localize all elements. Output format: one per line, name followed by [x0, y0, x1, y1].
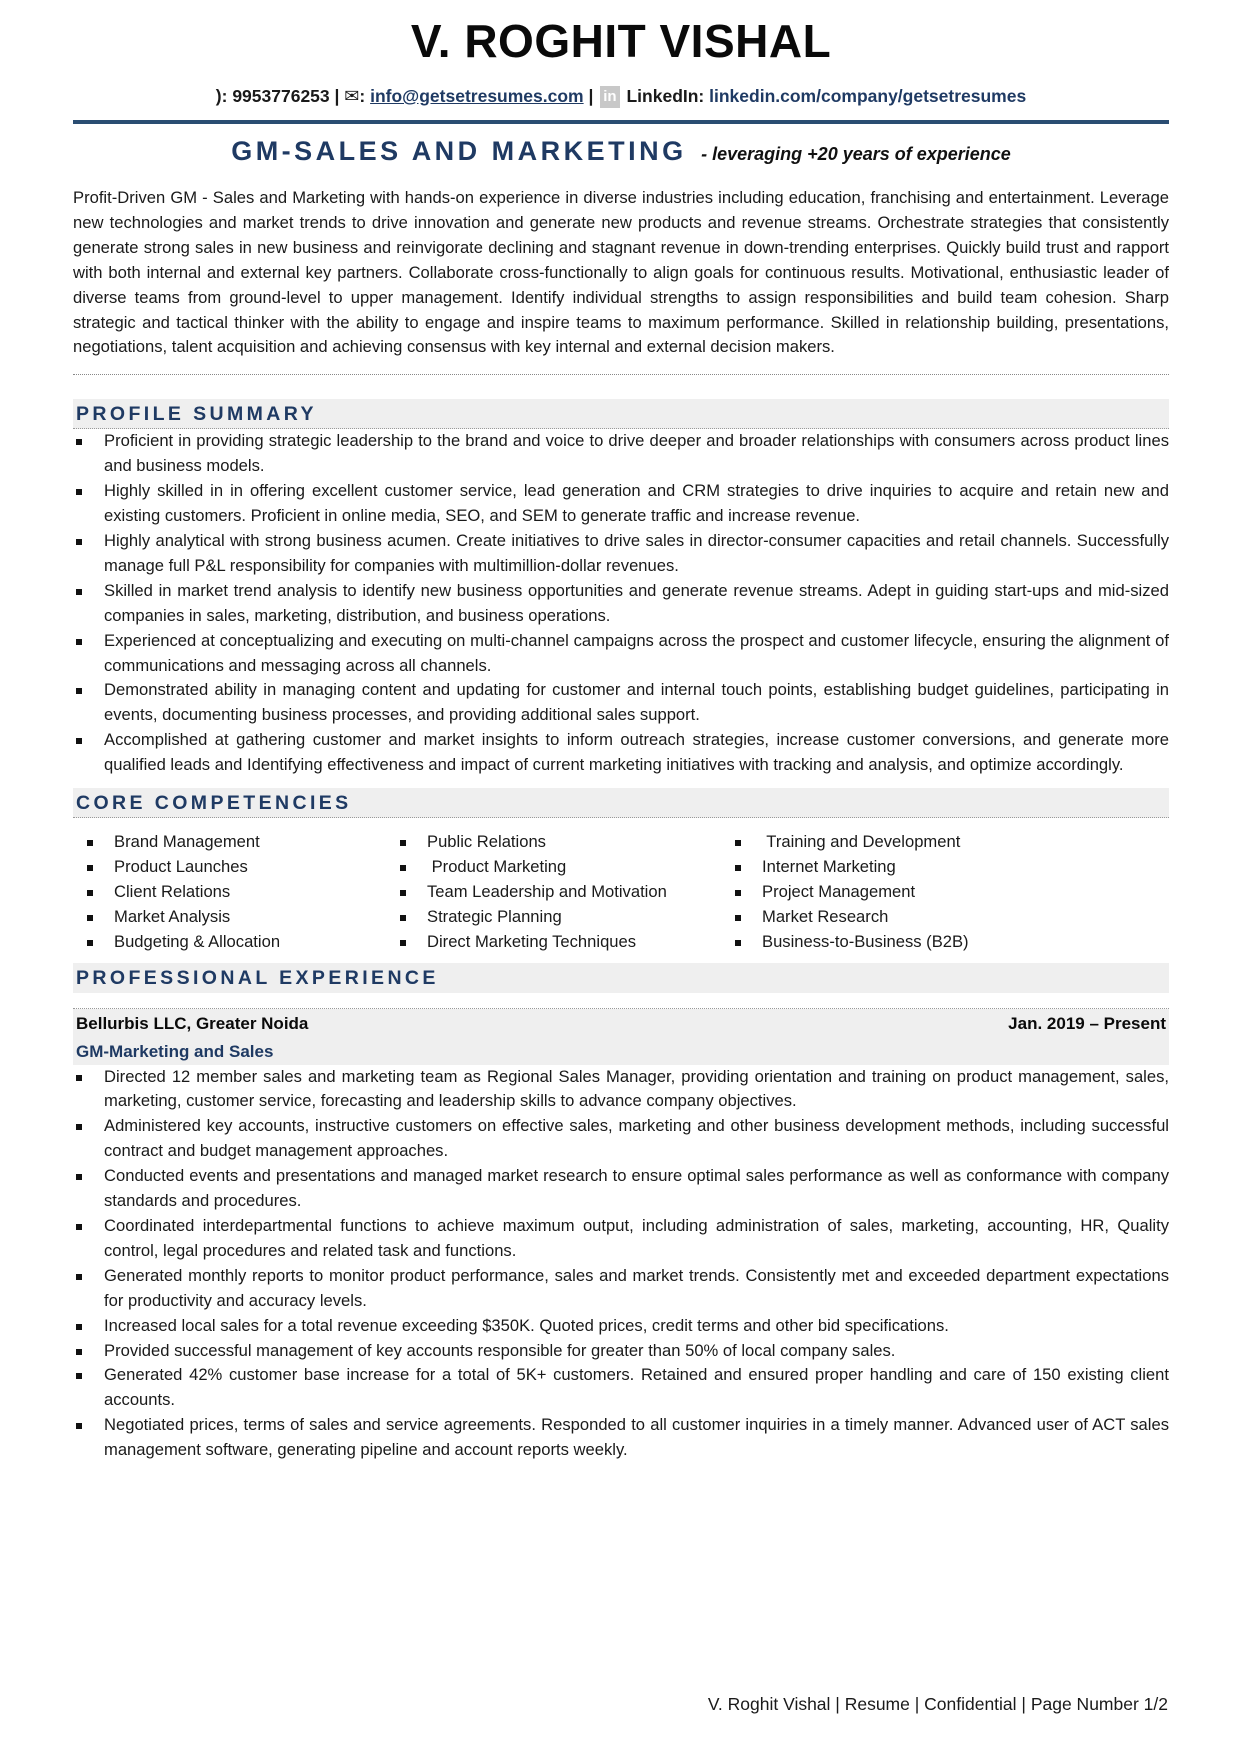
summary-divider: [73, 374, 1169, 375]
bullet-square-icon: [87, 915, 93, 921]
candidate-name: V. ROGHIT VISHAL: [410, 15, 832, 67]
job-title: GM-Marketing and Sales: [73, 1038, 1169, 1065]
page-footer: V. Roghit Vishal | Resume | Confidential | Page Number 1/2: [707, 1694, 1168, 1714]
bullet-square-icon: [76, 1324, 82, 1330]
list-item: Generated 42% customer base increase for a total of 5K+ customers. Retained and ensured proper handling and care of 150 existing client accounts.: [73, 1363, 1169, 1413]
competency-item: Internet Marketing: [731, 855, 969, 880]
bullet-square-icon: [76, 539, 82, 545]
experience-divider: [73, 993, 1169, 1009]
list-item: Generated monthly reports to monitor product performance, sales and market trends. Consistently met and exceeded department expectations for productivity and accuracy levels.: [73, 1264, 1169, 1314]
list-item: Accomplished at gathering customer and market insights to inform outreach strategies, increase customer conversions, and generate more qualified leads and Identifying effectiveness and impact of current marketing initiatives with tracking and analysis, and optimize accordingly.: [73, 728, 1169, 778]
email-colon: :: [359, 86, 366, 106]
bullet-square-icon: [76, 1423, 82, 1429]
bullet-square-icon: [76, 1224, 82, 1230]
linkedin-label: LinkedIn:: [626, 86, 705, 106]
competency-item: Product Launches: [73, 855, 396, 880]
list-item: Administered key accounts, instructive customers on effective sales, marketing and other business development methods, including successful contract and budget management approaches.: [73, 1114, 1169, 1164]
profile-summary-list: [73, 429, 1169, 778]
list-item: Coordinated interdepartmental functions to achieve maximum output, including administration of sales, marketing, accounting, HR, Quality control, legal procedures and related task and functions.: [73, 1214, 1169, 1264]
bullet-square-icon: [76, 738, 82, 744]
bullet-square-icon: [400, 890, 406, 896]
role-title: GM-SALES AND MARKETING: [231, 136, 687, 166]
list-item: Demonstrated ability in managing content and updating for customer and internal touch points, establishing budget guidelines, participating in events, documenting business processes, and providing additional sales support.: [73, 678, 1169, 728]
separator: |: [334, 86, 340, 106]
bullet-square-icon: [76, 688, 82, 694]
bullet-square-icon: [76, 1373, 82, 1379]
competencies-column-3: [731, 830, 969, 955]
bullet-square-icon: [400, 840, 406, 846]
competencies-grid: [73, 830, 1169, 955]
bullet-square-icon: [76, 1349, 82, 1355]
job-dates: Jan. 2019 – Present: [1008, 1013, 1166, 1033]
bullet-square-icon: [87, 940, 93, 946]
competencies-column-2: [396, 830, 731, 955]
competency-item: Strategic Planning: [396, 905, 731, 930]
list-item: Skilled in market trend analysis to identify new business opportunities and generate revenue streams. Adept in guiding start-ups and mid-sized companies in sales, marketing, distribution, and business operations.: [73, 579, 1169, 629]
bullet-square-icon: [735, 840, 741, 846]
competency-item: Product Marketing: [396, 855, 731, 880]
bullet-square-icon: [87, 890, 93, 896]
linkedin-link[interactable]: linkedin.com/company/getsetresumes: [709, 86, 1027, 106]
list-item: Conducted events and presentations and managed market research to ensure optimal sales performance as well as conformance with company standards and procedures.: [73, 1164, 1169, 1214]
section-header-profile-summary: PROFILE SUMMARY: [73, 399, 1169, 429]
email-link[interactable]: info@getsetresumes.com: [370, 86, 584, 106]
competency-item: Direct Marketing Techniques: [396, 930, 731, 955]
competency-item: Project Management: [731, 880, 969, 905]
list-item: Directed 12 member sales and marketing team as Regional Sales Manager, providing orientation and training on product management, sales, marketing, customer service, forecasting and leadership skills to advance company objectives.: [73, 1065, 1169, 1115]
competency-item: Team Leadership and Motivation: [396, 880, 731, 905]
list-item: Negotiated prices, terms of sales and service agreements. Responded to all customer inquiries in a timely manner. Advanced user of ACT sales management software, generating pipeline and account reports weekly.: [73, 1413, 1169, 1463]
list-item: Proficient in providing strategic leadership to the brand and voice to drive deeper and broader relationships with consumers across product lines and business models.: [73, 429, 1169, 479]
bullet-square-icon: [76, 1174, 82, 1180]
bullet-square-icon: [76, 589, 82, 595]
competency-item: Training and Development: [731, 830, 969, 855]
competency-item: Market Research: [731, 905, 969, 930]
competency-item: Business-to-Business (B2B): [731, 930, 969, 955]
bullet-square-icon: [87, 865, 93, 871]
summary-paragraph: Profit-Driven GM - Sales and Marketing with hands-on experience in diverse industries including education, franchising and entertainment. Leverage new technologies and market trends to drive innovation and generate new products and revenue streams. Orchestrate strategies that consistently generate strong sales in new business and reinvigorate declining and stagnant revenue in down-trending enterprises. Quickly build trust and rapport with both internal and external key partners. Collaborate cross-functionally to align goals for continuous results. Motivational, enthusiastic leader of diverse teams from ground-level to upper management. Identify individual strengths to assign responsibilities and build team cohesion. Sharp strategic and tactical thinker with the ability to engage and inspire teams to maximum performance. Skilled in relationship building, presentations, negotiations, talent acquisition and achieving consensus with key internal and external decision makers.: [73, 188, 1169, 357]
list-item: Highly skilled in in offering excellent customer service, lead generation and CRM strategies to drive inquiries to acquire and retain new and existing customers. Proficient in online media, SEO, and SEM to generate traffic and increase revenue.: [73, 479, 1169, 529]
phone-icon: ):: [215, 86, 228, 106]
competency-item: Client Relations: [73, 880, 396, 905]
section-header-core-competencies: CORE COMPETENCIES: [73, 788, 1169, 818]
competency-item: Budgeting & Allocation: [73, 930, 396, 955]
headline: [73, 134, 1169, 168]
bullet-square-icon: [735, 865, 741, 871]
bullet-square-icon: [735, 915, 741, 921]
bullet-square-icon: [400, 865, 406, 871]
bullet-square-icon: [400, 940, 406, 946]
list-item: Increased local sales for a total revenue exceeding $350K. Quoted prices, credit terms and other bid specifications.: [73, 1314, 1169, 1339]
linkedin-icon: in: [600, 86, 619, 108]
competency-item: Market Analysis: [73, 905, 396, 930]
section-header-professional-experience: PROFESSIONAL EXPERIENCE: [73, 963, 1169, 993]
contact-line: [73, 84, 1169, 108]
bullet-square-icon: [87, 840, 93, 846]
bullet-square-icon: [735, 890, 741, 896]
job-company-row: [73, 1009, 1169, 1038]
list-item: Provided successful management of key accounts responsible for greater than 50% of local company sales.: [73, 1339, 1169, 1364]
bullet-square-icon: [400, 915, 406, 921]
separator: |: [588, 86, 594, 106]
phone-number[interactable]: 9953776253: [232, 86, 330, 106]
bullet-square-icon: [735, 940, 741, 946]
role-tagline: - leveraging +20 years of experience: [701, 144, 1011, 164]
list-item: Highly analytical with strong business acumen. Create initiatives to drive sales in director-consumer capacities and retail channels. Successfully manage full P&L responsibility for companies with multimillion-dollar revenues.: [73, 529, 1169, 579]
bullet-square-icon: [76, 1075, 82, 1081]
competency-item: Brand Management: [73, 830, 396, 855]
job-company: Bellurbis LLC, Greater Noida: [76, 1013, 309, 1033]
envelope-icon: ✉: [344, 86, 360, 106]
bullet-square-icon: [76, 639, 82, 645]
bullet-square-icon: [76, 489, 82, 495]
bullet-square-icon: [76, 1274, 82, 1280]
competency-item: Public Relations: [396, 830, 731, 855]
resume-page: [73, 0, 1169, 1463]
bullet-square-icon: [76, 1124, 82, 1130]
job-bullets-list: [73, 1065, 1169, 1464]
header-divider: [73, 120, 1169, 124]
bullet-square-icon: [76, 439, 82, 445]
list-item: Experienced at conceptualizing and executing on multi-channel campaigns across the prospect and customer lifecycle, ensuring the alignment of communications and messaging across all channels.: [73, 629, 1169, 679]
competencies-column-1: [73, 830, 396, 955]
